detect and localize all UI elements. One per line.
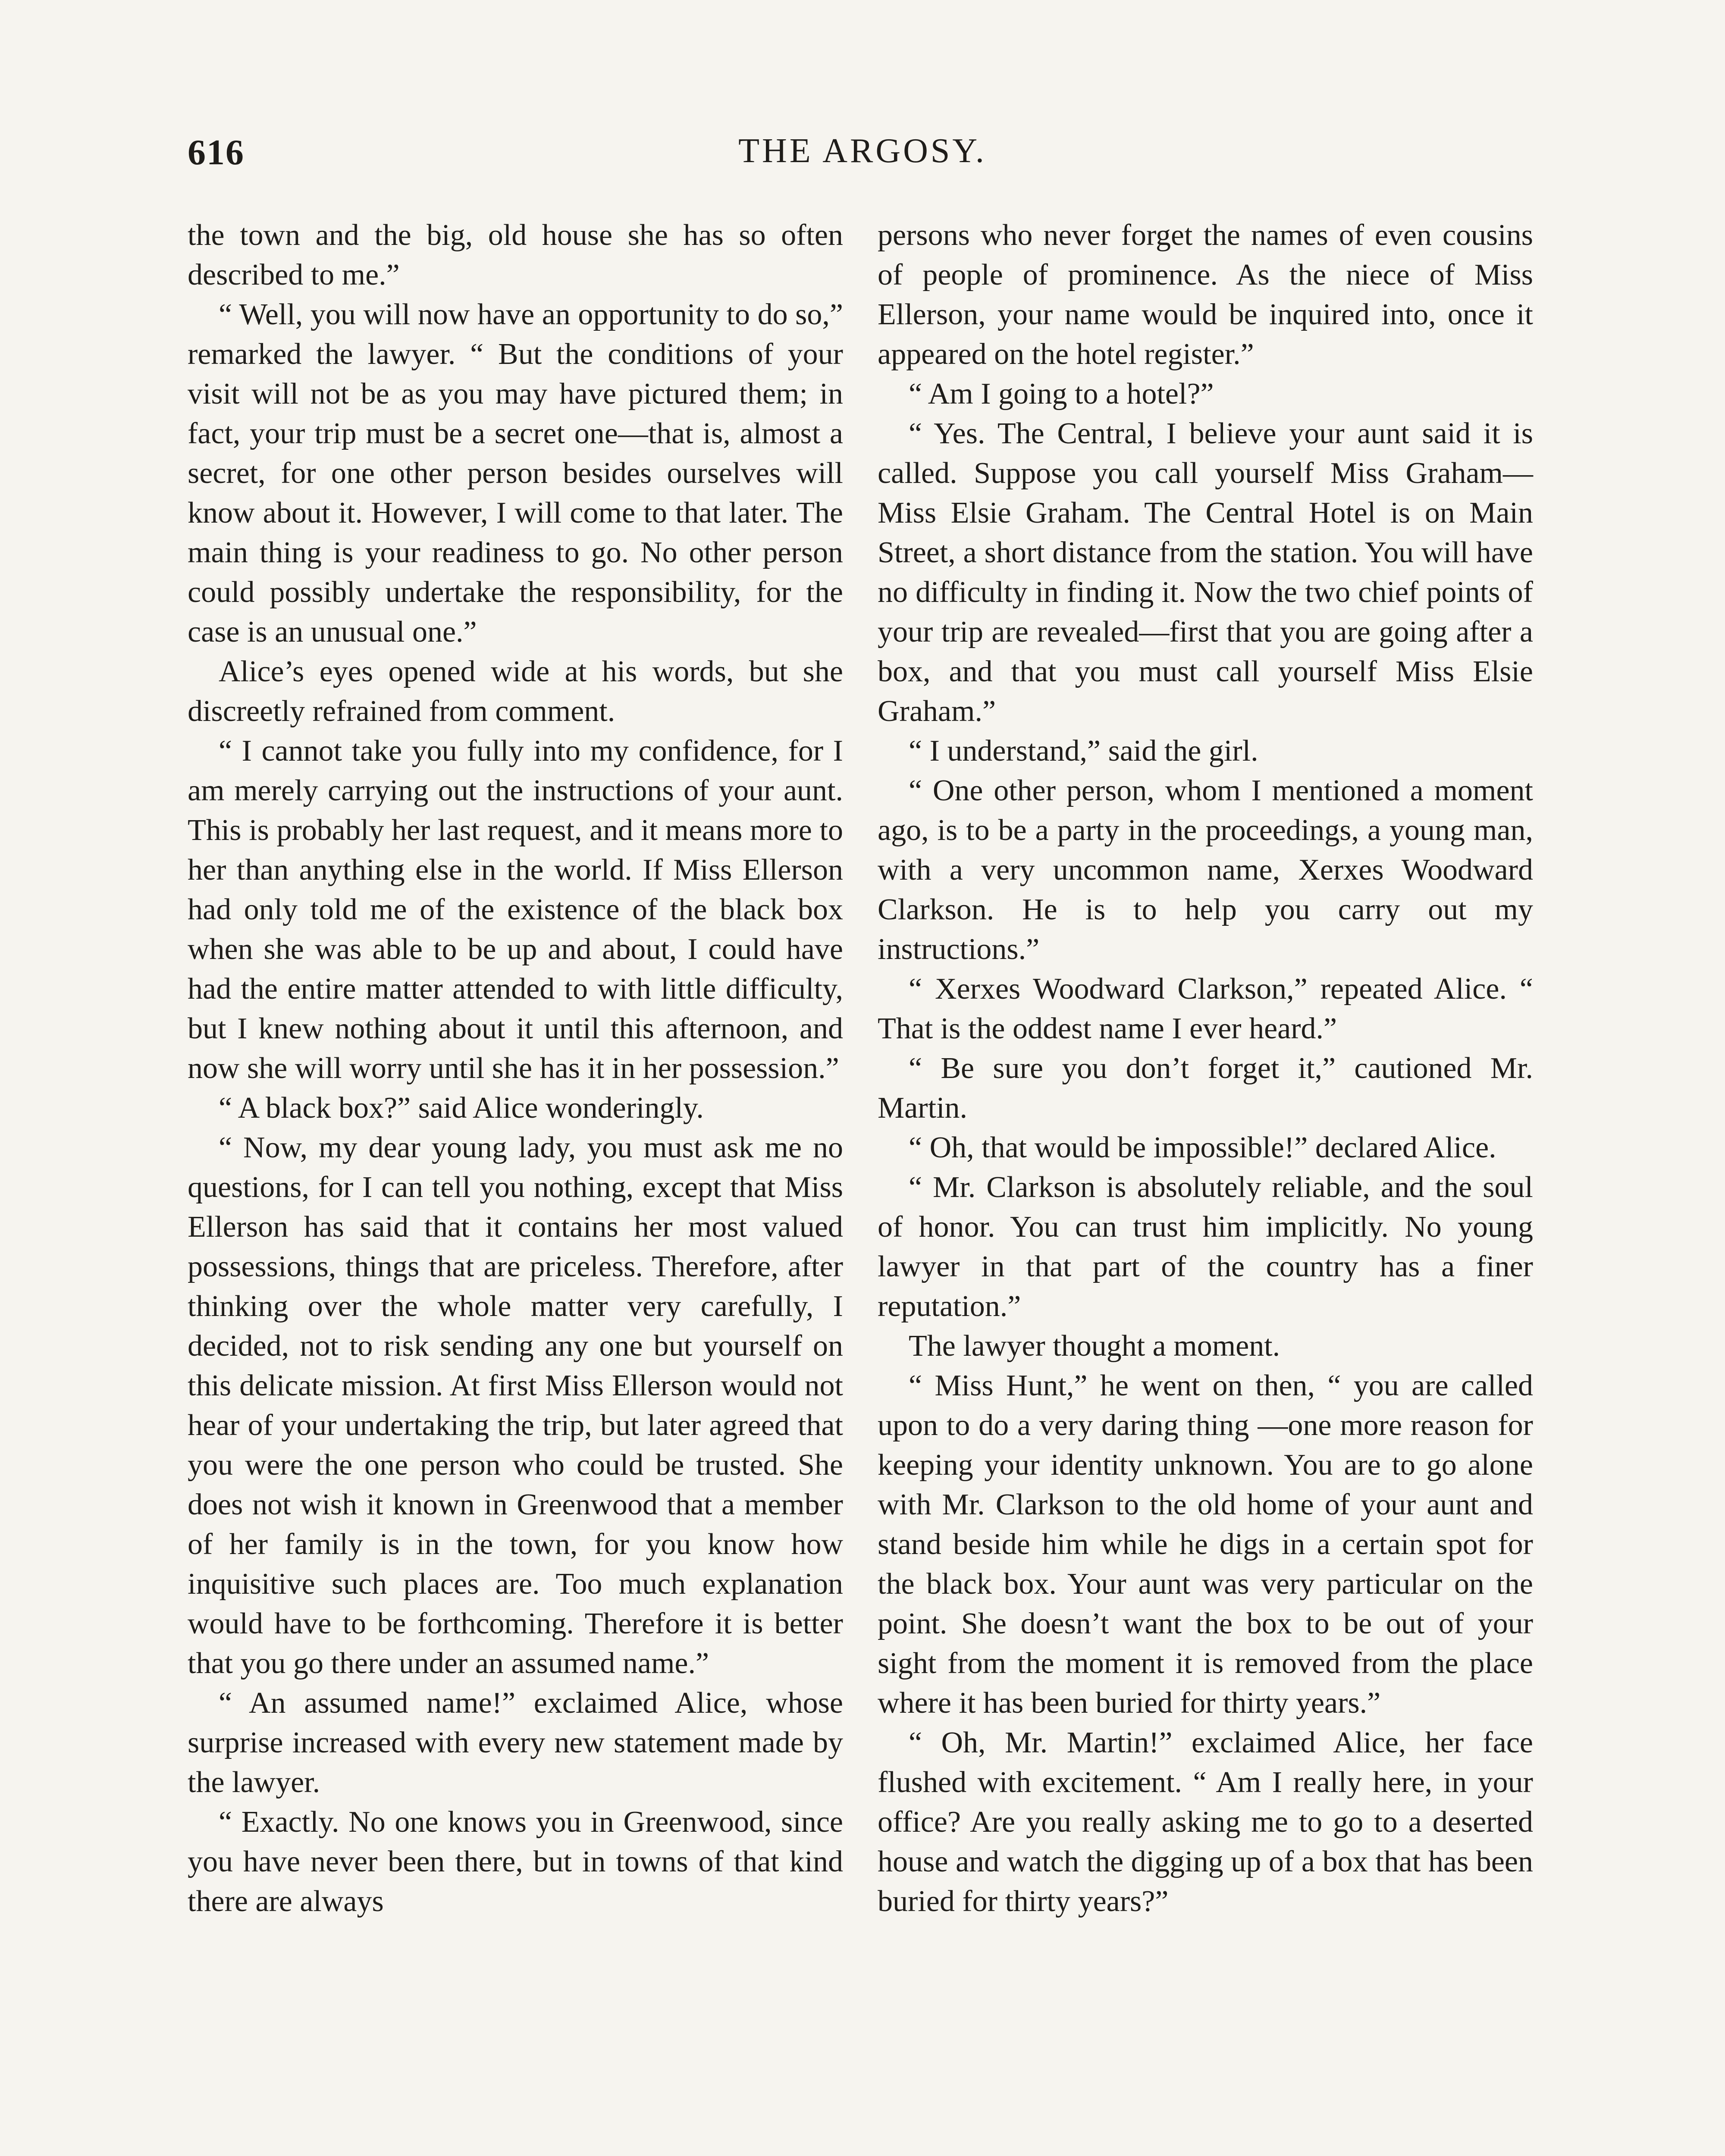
paragraph: Alice’s eyes opened wide at his words, but she discreetly refrained from comment.	[188, 655, 843, 728]
paragraph: “ Yes. The Central, I believe your aunt said it is called. Suppose you call yourself Miss Graham—Miss Elsie Graham. The Central Hotel is on Main Street, a short distance from the station. You will have no difficulty in finding it. Now the two chief points of your trip are revealed—first that you are going after a box, and that you must call yourself Miss Elsie Graham.”	[878, 417, 1533, 728]
paragraph: “ I cannot take you fully into my confidence, for I am merely carrying out the instructions of your aunt. This is probably her last request, and it means more to her than anything else in the world. If Miss Ellerson had only told me of the existence of the black box when she was able to be up and about, I could have had the entire matter attended to with little difficulty, but I knew nothing about it until this afternoon, and now she will worry until she has it in her possession.”	[188, 734, 843, 1085]
paragraph: “ A black box?” said Alice wonderingly.	[219, 1091, 704, 1125]
running-title: THE ARGOSY.	[738, 132, 987, 170]
paragraph: the town and the big, old house she has so often described to me.”	[188, 219, 843, 291]
left-column	[188, 216, 843, 2156]
page-number: 616	[188, 132, 245, 172]
paragraph: “ An assumed name!” exclaimed Alice, whose surprise increased with every new statement made by the lawyer.	[188, 1686, 843, 1799]
paragraph: “ Oh, that would be impossible!” declared Alice.	[909, 1131, 1496, 1164]
page-header	[188, 132, 1537, 175]
paragraph: “ Am I going to a hotel?”	[909, 377, 1214, 411]
paragraph: “ Be sure you don’t forget it,” cautioned Mr. Martin.	[878, 1052, 1533, 1125]
paragraph: “ One other person, whom I mentioned a moment ago, is to be a party in the proceedings, a young man, with a very uncommon name, Xerxes Woodward Clarkson. He is to help you carry out my instructions.”	[878, 774, 1533, 966]
paragraph: “ Mr. Clarkson is absolutely reliable, and the soul of honor. You can trust him implicitly. No young lawyer in that part of the country has a finer reputation.”	[878, 1171, 1533, 1323]
paragraph: “ Oh, Mr. Martin!” exclaimed Alice, her face flushed with excitement. “ Am I really here, in your office? Are you really asking me to go to a deserted house and watch the digging up of a box that has been buried for thirty years?”	[878, 1726, 1533, 1918]
paragraph: “ Now, my dear young lady, you must ask me no questions, for I can tell you nothing, except that Miss Ellerson has said that it contains her most valued possessions, things that are priceless. Therefore, after thinking over the whole matter very carefully, I decided, not to risk sending any one but yourself on this delicate mission. At first Miss Ellerson would not hear of your undertaking the trip, but later agreed that you were the one person who could be trusted. She does not wish it known in Greenwood that a member of her family is in the town, for you know how inquisitive such places are. Too much explanation would have to be forthcoming. Therefore it is better that you go there under an assumed name.”	[188, 1131, 843, 1680]
paragraph: “ Miss Hunt,” he went on then, “ you are called upon to do a very daring thing —one more reason for keeping your identity unknown. You are to go alone with Mr. Clarkson to the old home of your aunt and stand beside him while he digs in a certain spot for the black box. Your aunt was very particular on the point. She doesn’t want the box to be out of your sight from the moment it is removed from the place where it has been buried for thirty years.”	[878, 1369, 1533, 1720]
paragraph: persons who never forget the names of even cousins of people of prominence. As the niece of Miss Ellerson, your name would be inquired into, once it appeared on the hotel register.”	[878, 219, 1533, 371]
paragraph: The lawyer thought a moment.	[909, 1329, 1280, 1363]
paragraph: “ I understand,” said the girl.	[909, 734, 1258, 768]
paragraph: “ Exactly. No one knows you in Greenwood, since you have never been there, but in towns of that kind there are always	[188, 1805, 843, 1918]
paragraph: “ Xerxes Woodward Clarkson,” repeated Alice. “ That is the oddest name I ever heard.”	[878, 972, 1533, 1045]
right-column	[878, 216, 1533, 2156]
paragraph: “ Well, you will now have an opportunity to do so,” remarked the lawyer. “ But the conditions of your visit will not be as you may have pictured them; in fact, your trip must be a secret one—that is, almost a secret, for one other person besides ourselves will know about it. However, I will come to that later. The main thing is your readiness to go. No other person could possibly undertake the responsibility, for the case is an unusual one.”	[188, 298, 843, 649]
